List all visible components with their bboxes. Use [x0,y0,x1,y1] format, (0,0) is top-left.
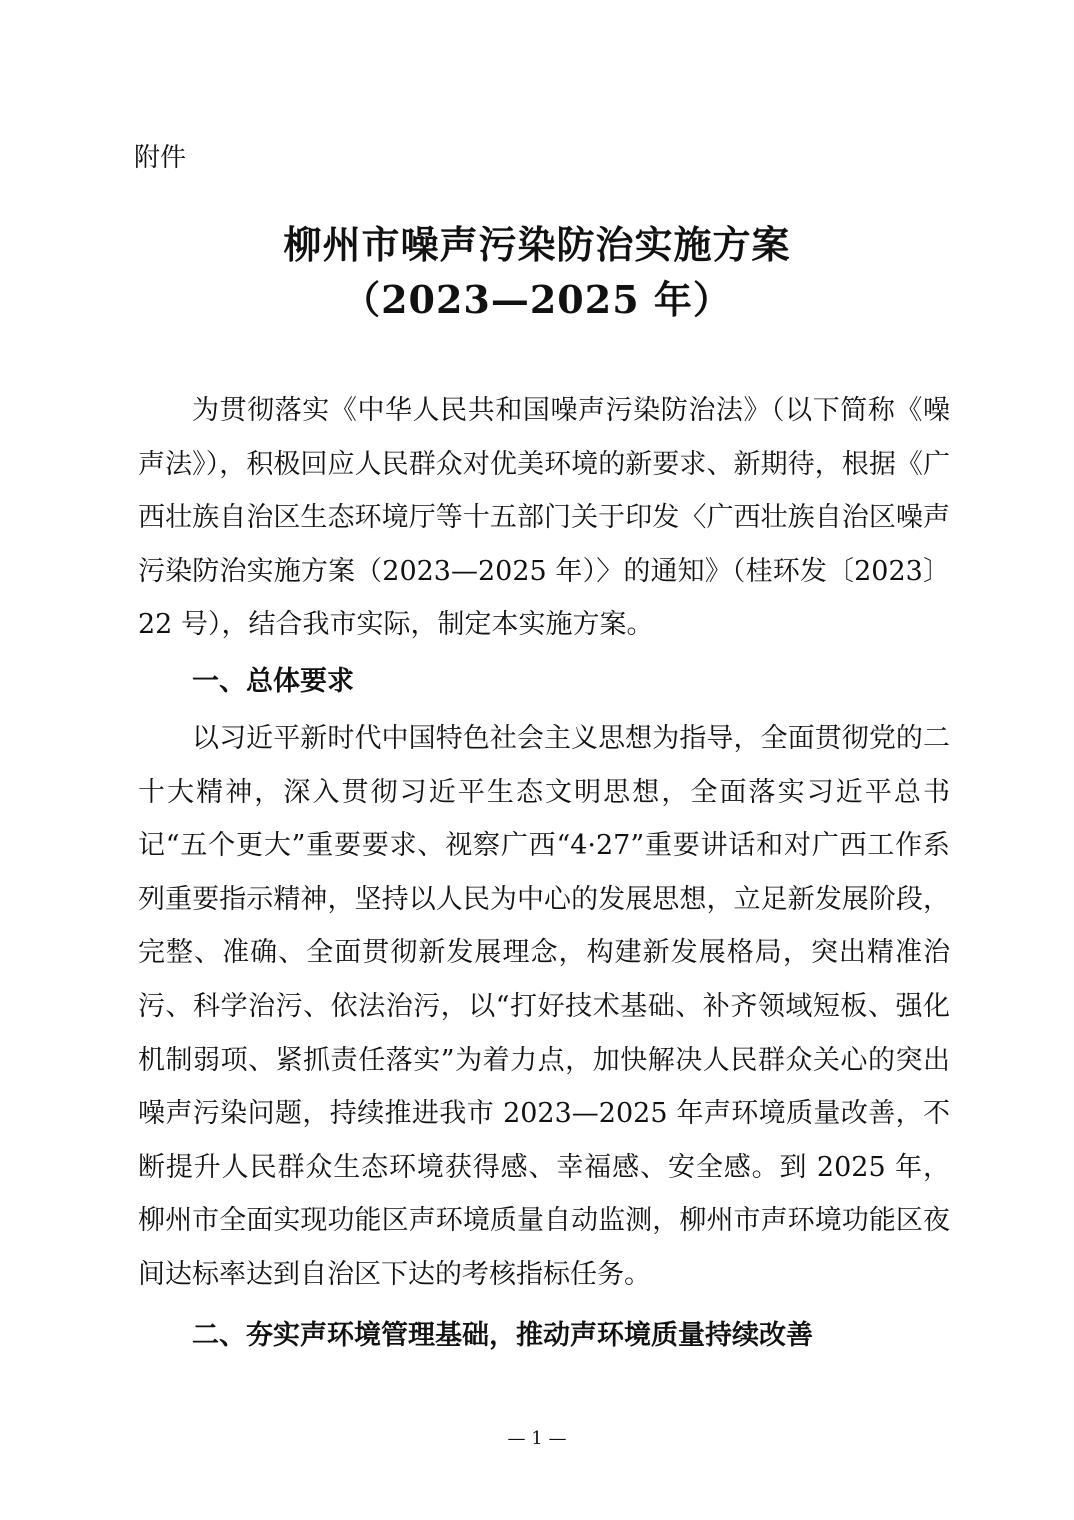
general-requirements-paragraph: 以习近平新时代中国特色社会主义思想为指导，全面贯彻党的二十大精神，深入贯彻习近平生态文明思想，全面落实习近平总书记“五个更大”重要要求、视察广西“4·27”重要讲话和对广西工作系列重要指示精神，坚持以人民为中心的发展思想，立足新发展阶段，完整、准确、全面贯彻新发展理念，构建新发展格局，突出精准治污、科学治污、依法治污，以“打好技术基础、补齐领域短板、强化机制弱项、紧抓责任落实”为着力点，加快解决人民群众关心的突出噪声污染问题，持续推进我市 2023—2025 年声环境质量改善，不断提升人民群众生态环境获得感、幸福感、安全感。到 2025 年，柳州市全面实现功能区声环境质量自动监测，柳州市声环境功能区夜间达标率达到自治区下达的考核指标任务。 [138,723,950,1290]
section-heading-general-requirements: 一、总体要求 [192,666,354,697]
page-number: — 1 — [507,1428,567,1449]
intro-paragraph: 为贯彻落实《中华人民共和国噪声污染防治法》（以下简称《噪声法》），积极回应人民群众对优美环境的新要求、新期待，根据《广西壮族自治区生态环境厅等十五部门关于印发〈广西壮族自治区噪声污染防治实施方案（2023—2025 年）〉的通知》（桂环发〔2023〕22 号），结合我市实际，制定本实施方案。 [138,395,950,641]
section-heading-management-foundation: 二、夯实声环境管理基础，推动声环境质量持续改善 [192,1320,813,1351]
document-subtitle: （2023—2025 年） [342,277,732,322]
attachment-label: 附件 [134,143,187,173]
document-title: 柳州市噪声污染防治实施方案 [283,222,791,267]
